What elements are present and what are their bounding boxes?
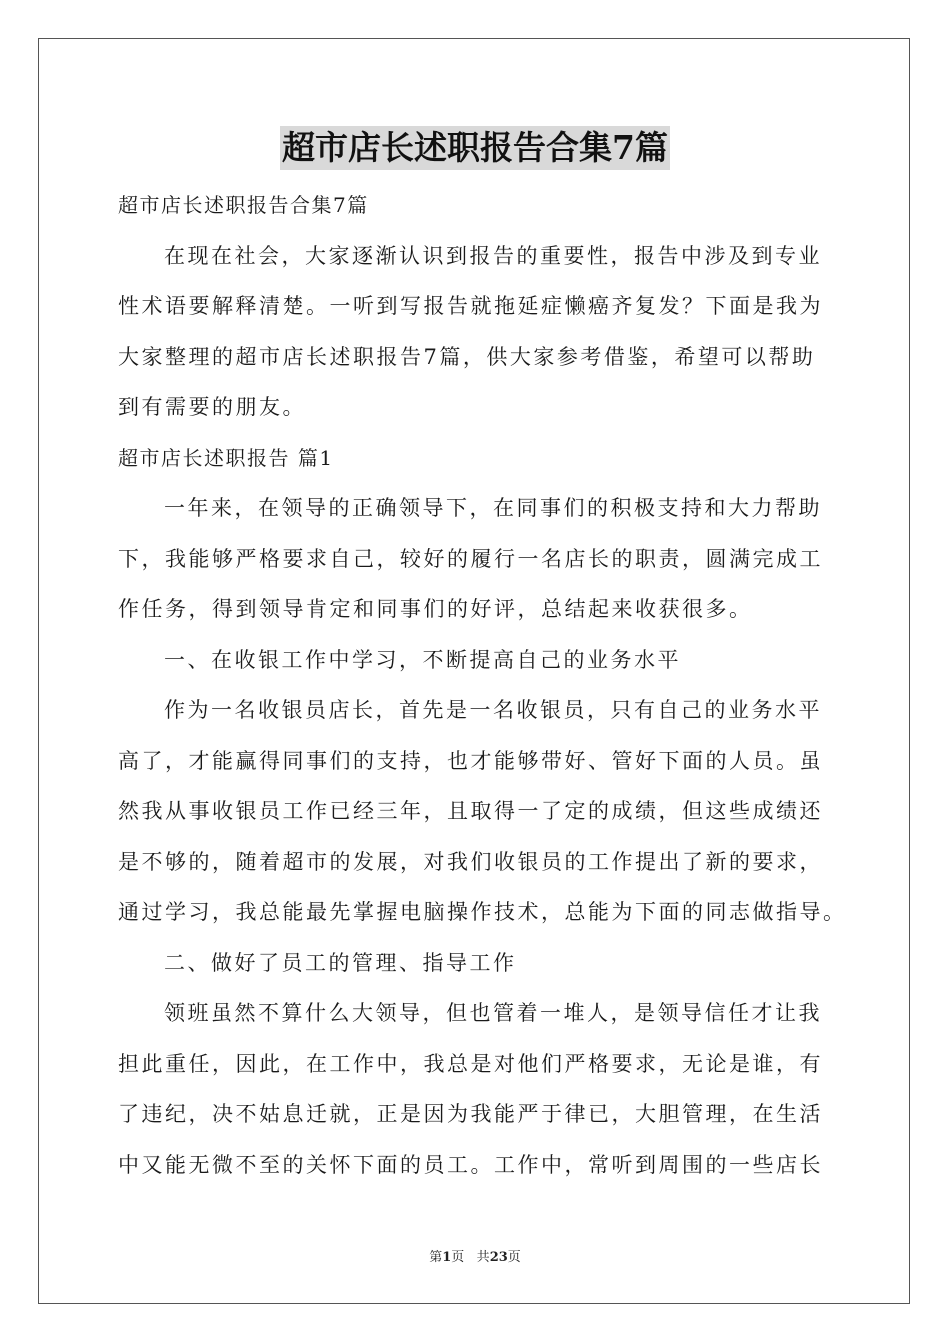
page-footer [0,1246,950,1265]
paragraph-line: 一、在收银工作中学习，不断提高自己的业务水平 [164,647,681,672]
paragraph-line: 是不够的，随着超市的发展，对我们收银员的工作提出了新的要求， [118,849,823,874]
document-body [118,180,847,1190]
total-suffix: 页 [507,1250,521,1265]
paragraph-line: 领班虽然不算什么大领导，但也管着一堆人，是领导信任才让我 [164,1001,822,1025]
total-prefix: 共 [476,1250,490,1265]
paragraph-line: 作任务，得到领导肯定和同事们的好评，总结起来收获很多。 [118,597,753,621]
paragraph-line: 了违纪，决不姑息迁就，正是因为我能严于律已，大胆管理，在生活 [118,1102,823,1126]
paragraph-line: 通过学习，我总能最先掌握电脑操作技术，总能为下面的同志做指导。 [118,900,847,924]
document-title: 超市店长述职报告合集7篇 [280,126,670,170]
page-prefix: 第 [429,1250,443,1265]
page-total: 23 [489,1250,508,1265]
page-current: 1 [442,1250,452,1265]
paragraph-line: 中又能无微不至的关怀下面的员工。工作中，常听到周围的一些店长 [118,1152,823,1177]
paragraph-line: 作为一名收银员店长，首先是一名收银员，只有自己的业务水平 [164,698,822,722]
paragraph-line: 一年来，在领导的正确领导下，在同事们的积极支持和大力帮助 [164,496,822,520]
paragraph-line: 大家整理的超市店长述职报告7篇，供大家参考借鉴，希望可以帮助 [118,344,816,369]
section-heading: 超市店长述职报告合集7篇 [118,193,369,217]
paragraph-line: 高了，才能赢得同事们的支持，也才能够带好、管好下面的人员。虽 [118,748,823,773]
paragraph-line: 下，我能够严格要求自己，较好的履行一名店长的职责，圆满完成工 [118,546,823,571]
paragraph-line: 担此重任，因此，在工作中，我总是对他们严格要求，无论是谁，有 [118,1051,823,1076]
paragraph-line: 到有需要的朋友。 [118,395,306,419]
paragraph-line: 然我从事收银员工作已经三年，且取得一了定的成绩，但这些成绩还 [118,799,823,823]
paragraph-line: 性术语要解释清楚。一听到写报告就拖延症懒癌齐复发？下面是我为 [118,294,823,318]
paragraph-line: 二、做好了员工的管理、指导工作 [164,950,517,975]
page-suffix: 页 [451,1250,465,1265]
title-container [0,126,950,170]
section-heading: 超市店长述职报告 篇1 [118,445,334,470]
paragraph-line: 在现在社会，大家逐渐认识到报告的重要性，报告中涉及到专业 [164,243,822,268]
